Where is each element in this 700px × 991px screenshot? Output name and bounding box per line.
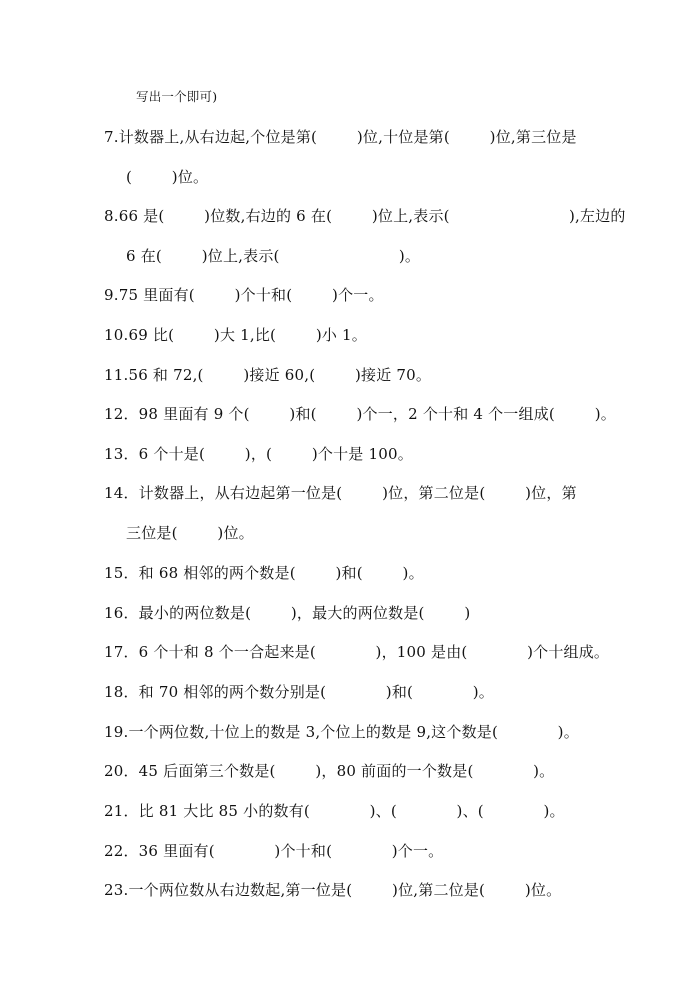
question-11: 11.56 和 72,( )接近 60,( )接近 70。 (104, 366, 432, 384)
question-23: 23.一个两位数从右边数起,第一位是( )位,第二位是( )位。 (104, 881, 562, 899)
question-14: 14．计数器上，从右边起第一位是( )位，第二位是( )位，第 (104, 484, 577, 502)
question-20: 20．45 后面第三个数是( )，80 前面的一个数是( )。 (104, 762, 555, 780)
question-18: 18．和 70 相邻的两个数分别是( )和( )。 (104, 683, 494, 701)
question-7-continuation: ( )位。 (126, 168, 209, 186)
question-17: 17．6 个十和 8 个一合起来是( )，100 是由( )个十组成。 (104, 643, 610, 661)
question-6-continuation: 写出一个即可) (136, 89, 218, 104)
question-10: 10.69 比( )大 1,比( )小 1。 (104, 326, 367, 344)
question-22: 22．36 里面有( )个十和( )个一。 (104, 842, 444, 860)
question-15: 15．和 68 相邻的两个数是( )和( )。 (104, 564, 424, 582)
question-9: 9.75 里面有( )个十和( )个一。 (104, 286, 384, 304)
question-7: 7.计数器上,从右边起,个位是第( )位,十位是第( )位,第三位是 (104, 128, 577, 146)
question-21: 21．比 81 大比 85 小的数有( )、( )、( )。 (104, 802, 565, 820)
question-8-continuation: 6 在( )位上,表示( )。 (126, 247, 421, 265)
question-8: 8.66 是( )位数,右边的 6 在( )位上,表示( ),左边的 (104, 207, 626, 225)
question-14-continuation: 三位是( )位。 (126, 524, 254, 542)
question-12: 12．98 里面有 9 个( )和( )个一，2 个十和 4 个一组成( )。 (104, 405, 616, 423)
question-16: 16．最小的两位数是( )，最大的两位数是( ) (104, 604, 471, 622)
question-13: 13．6 个十是( )，( )个十是 100。 (104, 445, 413, 463)
question-19: 19.一个两位数,十位上的数是 3,个位上的数是 9,这个数是( )。 (104, 723, 579, 741)
